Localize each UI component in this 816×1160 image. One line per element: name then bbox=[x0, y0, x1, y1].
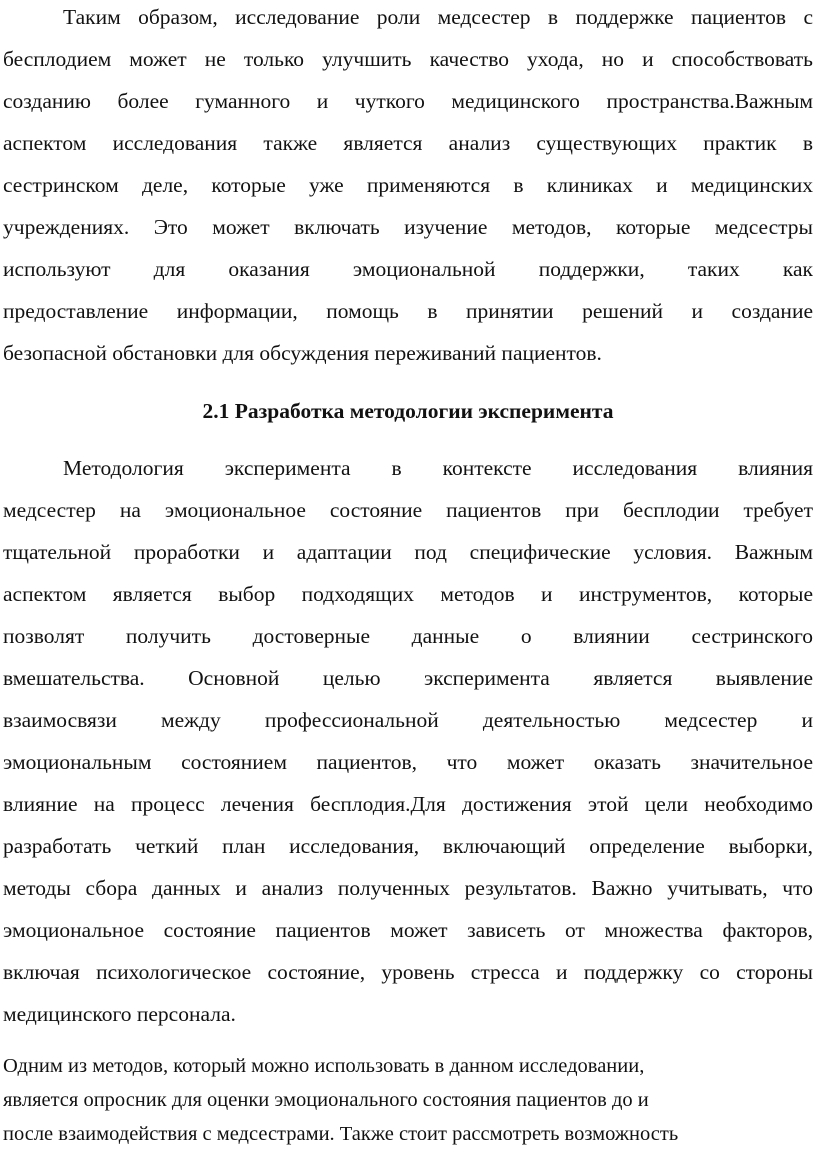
paragraph-line: после взаимодействия с медсестрами. Также стоит рассмотреть возможность bbox=[3, 1123, 679, 1145]
paragraph-line: включая психологическое состояние, уровень стресса и поддержку со стороны bbox=[3, 960, 813, 984]
paragraph-line: используют для оказания эмоциональной поддержки, таких как bbox=[3, 257, 813, 281]
paragraph-line: медсестер на эмоциональное состояние пациентов при бесплодии требует bbox=[3, 498, 813, 522]
paragraph-line: Одним из методов, который можно использовать в данном исследовании, bbox=[3, 1055, 645, 1077]
paragraph-line: предоставление информации, помощь в принятии решений и создание bbox=[3, 299, 813, 323]
paragraph-line: созданию более гуманного и чуткого медицинского пространства.Важным bbox=[3, 89, 813, 113]
paragraph-line: эмоциональное состояние пациентов может зависеть от множества факторов, bbox=[3, 918, 813, 942]
paragraph-line: бесплодием может не только улучшить качество ухода, но и способствовать bbox=[3, 47, 813, 71]
paragraph-line: Методология эксперимента в контексте исследования влияния bbox=[63, 456, 813, 480]
paragraph-line: тщательной проработки и адаптации под специфические условия. Важным bbox=[3, 540, 813, 564]
paragraph-line: методы сбора данных и анализ полученных результатов. Важно учитывать, что bbox=[3, 876, 813, 900]
paragraph-line: сестринском деле, которые уже применяются в клиниках и медицинских bbox=[3, 173, 813, 197]
paragraph-line: безопасной обстановки для обсуждения переживаний пациентов. bbox=[3, 341, 602, 365]
section-heading: 2.1 Разработка методологии эксперимента bbox=[202, 399, 614, 423]
paragraph-line: взаимосвязи между профессиональной деятельностью медсестер и bbox=[3, 708, 813, 732]
paragraph-line: учреждениях. Это может включать изучение методов, которые медсестры bbox=[3, 215, 813, 239]
paragraph-line: влияние на процесс лечения бесплодия.Для достижения этой цели необходимо bbox=[3, 792, 813, 816]
paragraph-line: является опросник для оценки эмоционального состояния пациентов до и bbox=[3, 1089, 649, 1111]
paragraph-line: аспектом является выбор подходящих методов и инструментов, которые bbox=[3, 582, 813, 606]
paragraph-line: эмоциональным состоянием пациентов, что может оказать значительное bbox=[3, 750, 813, 774]
paragraph-line: медицинского персонала. bbox=[3, 1002, 236, 1026]
paragraph-line: аспектом исследования также является анализ существующих практик в bbox=[3, 131, 813, 155]
paragraph-line: позволят получить достоверные данные о влиянии сестринского bbox=[3, 624, 813, 648]
paragraph-line: вмешательства. Основной целью эксперимента является выявление bbox=[3, 666, 813, 690]
paragraph-line: Таким образом, исследование роли медсестер в поддержке пациентов с bbox=[63, 5, 813, 29]
paragraph-line: разработать четкий план исследования, включающий определение выборки, bbox=[3, 834, 813, 858]
